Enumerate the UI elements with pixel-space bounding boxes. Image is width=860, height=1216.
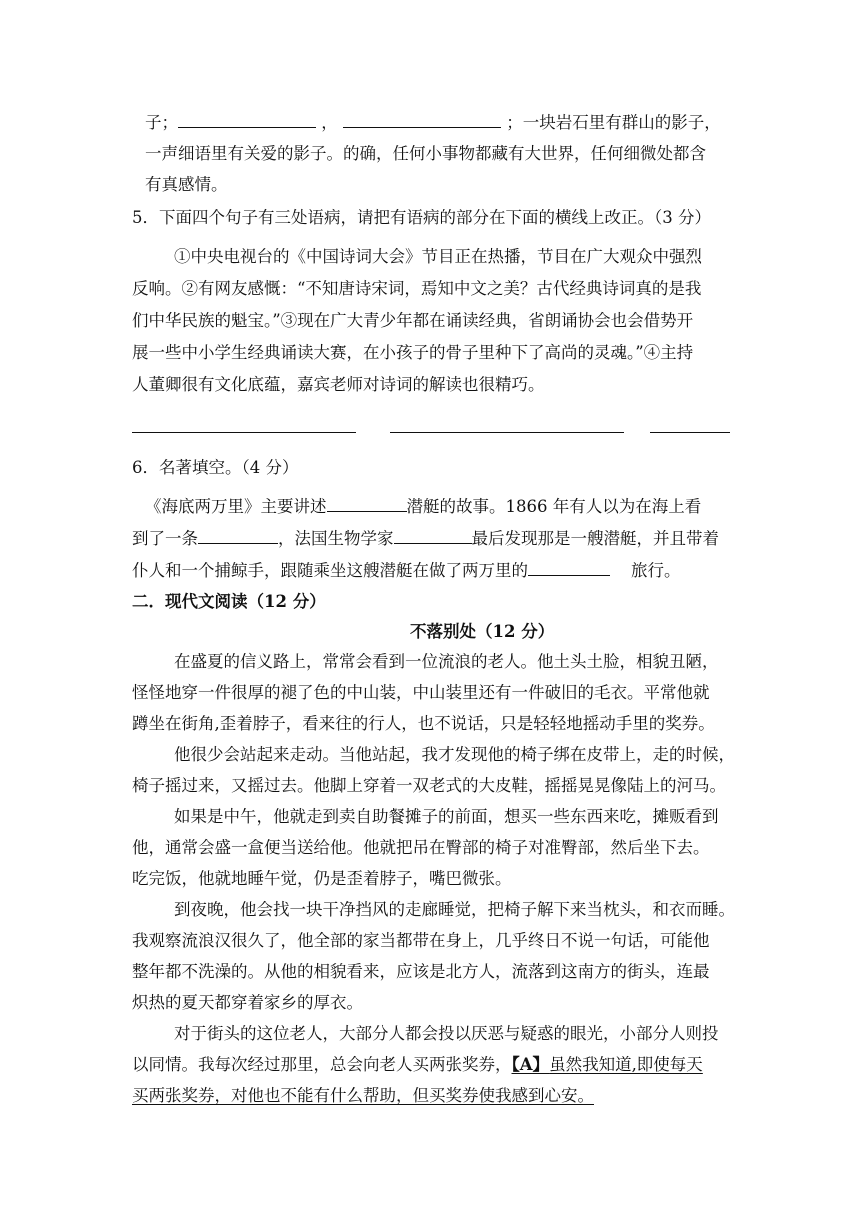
q4-line-3: 有真感情。 [145,175,228,194]
q6-heading: 6．名著填空。（4 分） [132,458,299,477]
article-line-13: 对于街头的这位老人，大部分人都会投以厌恶与疑惑的眼光，小部分人则投 [174,1024,719,1043]
q4-text-b: ；一块岩石里有群山的影子， [506,113,721,132]
q6-line-2 [132,527,719,551]
q5-answer-line-3[interactable] [650,432,730,433]
underlined-sentence-end: 买两张奖券，对他也不能有什么帮助，但买奖券使我感到心安。 [132,1086,594,1105]
article-title: 不落别处（12 分） [410,622,555,641]
article-line-6: 如果是中午，他就走到卖自助餐摊子的前面，想买一些东西来吃，摊贩看到 [174,807,719,826]
q6-blank-biologist[interactable] [394,529,472,544]
q6-blank-journey[interactable] [528,561,610,576]
q5-answer-line-2[interactable] [390,432,624,433]
article-line-9: 到夜晚，他会找一块干净挡风的走廊睡觉，把椅子解下来当枕头，和衣而睡。 [174,900,735,919]
q6-blank-creature[interactable] [198,529,278,544]
article-line-12: 炽热的夏天都穿着家乡的厚衣。 [132,993,363,1012]
q4-separator: ， [321,113,338,132]
article-line-11: 整年都不洗澡的。从他的相貌看来，应该是北方人，流落到这南方的街头，连最 [132,962,710,981]
q6-text-2a: 到了一条 [132,529,198,548]
q5-line-2: 反响。②有网友感慨：“不知唐诗宋词，焉知中文之美？古代经典诗词真的是我 [132,279,702,298]
q4-text-a: 子； [145,113,178,132]
q4-blank-2[interactable] [343,113,501,128]
q5-line-1: ①中央电视台的《中国诗词大会》节目正在热播，节目在广大观众中强烈 [174,247,702,266]
q4-line-1 [145,111,721,135]
q6-text-1a: 《海底两万里》主要讲述 [145,497,327,516]
q4-blank-1[interactable] [178,113,316,128]
q5-answer-line-1[interactable] [132,432,356,433]
q6-line-3 [132,559,680,583]
article-line-2: 怪怪地穿一件很厚的褪了色的中山装，中山装里还有一件破旧的毛衣。平常他就 [132,683,710,702]
article-line-14-text: 以同情。我每次经过那里，总会向老人买两张奖券， [132,1055,512,1074]
q6-text-2b: ，法国生物学家 [278,529,394,548]
q6-text-3b: 旅行。 [630,561,681,580]
q6-text-2c: 最后发现那是一艘潜艇，并且带着 [471,529,719,548]
q5-heading: 5．下面四个句子有三处语病，请把有语病的部分在下面的横线上改正。（3 分） [132,208,711,227]
marker-a: 【A】 [511,1055,550,1074]
q4-line-2: 一声细语里有关爱的影子。的确，任何小事物都藏有大世界，任何细微处都含 [145,144,706,163]
article-line-7: 他，通常会盛一盒便当送给他。他就把吊在臀部的椅子对准臀部，然后坐下去。 [132,838,710,857]
article-line-5: 椅子摇过来，又摇过去。他脚上穿着一双老式的大皮鞋，摇摇晃晃像陆上的河马。 [132,776,726,795]
article-line-8: 吃完饭，他就地睡午觉，仍是歪着脖子，嘴巴微张。 [132,869,512,888]
article-line-1: 在盛夏的信义路上，常常会看到一位流浪的老人。他土头土脸，相貌丑陋， [174,652,719,671]
q5-line-5: 人董卿很有文化底蕴，嘉宾老师对诗词的解读也很精巧。 [132,375,545,394]
article-line-3: 蹲坐在街角,歪着脖子，看来往的行人，也不说话，只是轻轻地摇动手里的奖券。 [132,714,715,733]
underlined-sentence-start: 虽然我知道,即使每天 [549,1055,703,1074]
article-line-14 [132,1053,703,1077]
q6-line-1 [145,495,701,519]
section2-heading: 二．现代文阅读（12 分） [132,592,326,611]
article-line-4: 他很少会站起来走动。当他站起，我才发现他的椅子绑在皮带上，走的时候， [174,745,735,764]
q6-text-1b: 潜艇的故事。1866 年有人以为在海上看 [406,497,702,516]
article-line-10: 我观察流浪汉很久了，他全部的家当都带在身上，几乎终日不说一句话，可能他 [132,931,710,950]
q6-text-3a: 仆人和一个捕鲸手，跟随乘坐这艘潜艇在做了两万里的 [132,561,528,580]
q6-blank-submarine[interactable] [327,497,407,512]
q5-line-4: 展一些中小学生经典诵读大赛，在小孩子的骨子里种下了高尚的灵魂。”④主持 [132,343,694,362]
q5-line-3: 们中华民族的魁宝。”③现在广大青少年都在诵读经典，省朗诵协会也会借势开 [132,311,694,330]
